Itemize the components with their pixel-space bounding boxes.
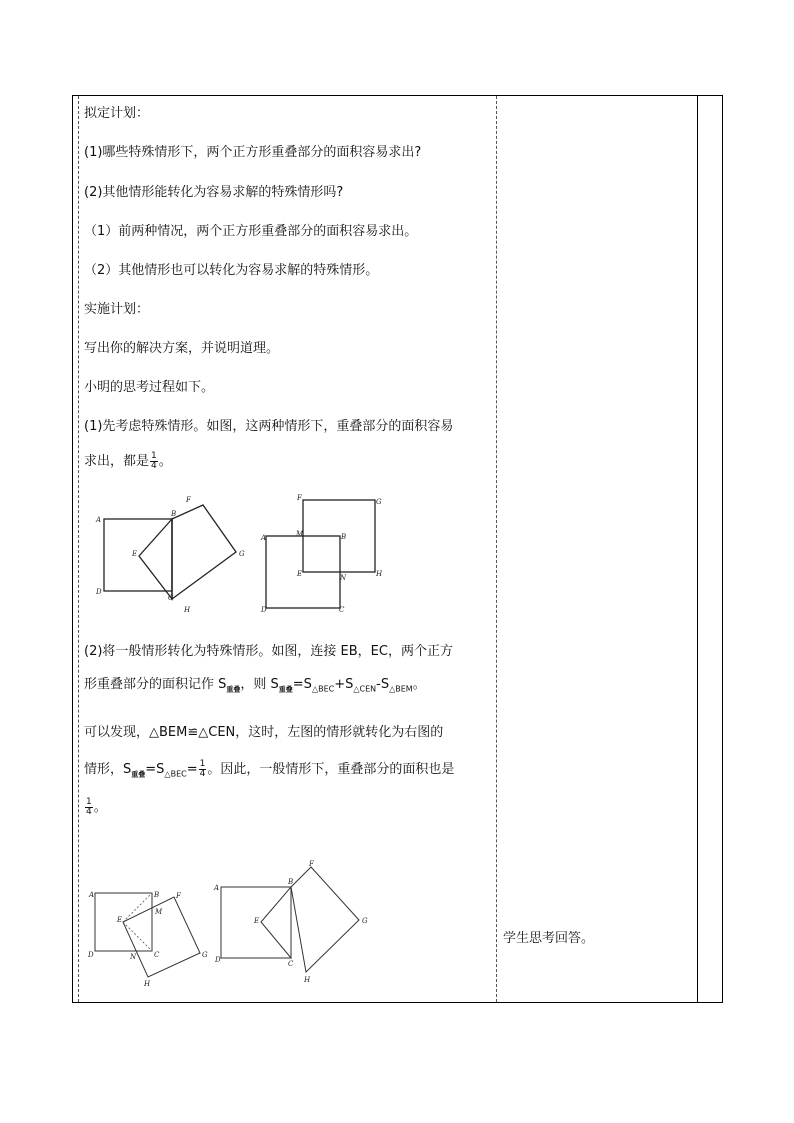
plan-heading: 拟定计划： (84, 106, 150, 121)
figure-point-label: A (89, 891, 95, 899)
fraction-quarter-3: $\frac{1}{4}$ (86, 797, 92, 817)
step2-line-2: 形重叠部分的面积记作 $S_{重叠}$，则 $S_{重叠}=S_{\triangle BEC}+S_{\triangle CEN}-S_{\triangle BEM}$。 (84, 677, 426, 694)
step2-line-1: (2)将一般情形转化为特殊情形。如图，连接 EB，EC，两个正方 (84, 644, 453, 659)
figure-point-label: B (288, 878, 294, 886)
figure-point-label: C (154, 951, 160, 959)
figure-point-label: N (340, 574, 347, 582)
figure-point-label: D (88, 951, 94, 959)
table-bottom-border (72, 1002, 723, 1003)
figure-square-rotated-45 (90, 494, 250, 616)
figure-point-label: N (130, 953, 137, 961)
question-2: (2)其他情形能转化为容易求解的特殊情形吗? (84, 185, 344, 200)
figure-point-label: E (297, 570, 303, 578)
figure-point-label: G (376, 498, 382, 506)
implement-line-2: 小明的思考过程如下。 (84, 380, 215, 395)
figure-point-label: D (261, 606, 267, 614)
table-left-border (72, 95, 73, 1003)
question-1: (1)哪些特殊情形下，两个正方形重叠部分的面积容易求出? (84, 145, 422, 160)
figure-point-label: C (288, 960, 294, 968)
figure-point-label: F (309, 860, 314, 868)
figure-point-label: C (168, 594, 174, 602)
figure-point-label: G (202, 951, 208, 959)
step3-line-3: $\frac{1}{4}$ 。 (86, 797, 107, 817)
table-right-border (722, 95, 723, 1003)
step1-line-2: 求出，都是 $\frac{1}{4}$ 。 (84, 451, 172, 471)
figure-point-label: A (96, 516, 102, 524)
student-response: 学生思考回答。 (503, 931, 595, 946)
figure-point-label: B (171, 510, 177, 518)
figure-general-rotated-square (84, 885, 214, 990)
figure-point-label: A (261, 534, 267, 542)
figure-point-label: F (176, 892, 181, 900)
figure-special-case (212, 858, 372, 988)
figure-point-label: F (186, 496, 191, 504)
figure-square-corner-at-center (255, 492, 390, 614)
answer-2: （2）其他情形也可以转化为容易求解的特殊情形。 (84, 263, 379, 278)
figure-point-label: H (184, 606, 191, 614)
table-top-border (72, 95, 723, 96)
implement-line-1: 写出你的解决方案，并说明道理。 (84, 341, 280, 356)
answer-1: （1）前两种情况，两个正方形重叠部分的面积容易求出。 (84, 224, 418, 239)
figure-point-label: B (154, 891, 160, 899)
step1-line-1: (1)先考虑特殊情形。如图，这两种情形下，重叠部分的面积容易 (84, 419, 454, 434)
figure-point-label: F (297, 494, 302, 502)
figure-point-label: H (144, 980, 151, 988)
fraction-quarter-2: $\frac{1}{4}$ (199, 759, 206, 779)
step3-line-2: 情形，$S_{重叠}=S_{\triangle BEC}=$ $\frac{1}{4}$ 。因此，一般情形下，重叠部分的面积也是 (84, 759, 455, 779)
column-divider-dashed-left (78, 96, 79, 1002)
figure-point-label: M (155, 908, 163, 916)
figure-point-label: E (117, 916, 123, 924)
figure-point-label: D (96, 588, 102, 596)
column-divider-3 (697, 95, 698, 1003)
step3-line-1: 可以发现，△BEM≌△CEN，这时，左图的情形就转化为右图的 (84, 725, 444, 740)
figure-point-label: G (362, 917, 368, 925)
figure-point-label: A (214, 884, 220, 892)
figure-point-label: H (376, 570, 383, 578)
figure-point-label: G (239, 550, 245, 558)
figure-point-label: E (132, 550, 138, 558)
fraction-quarter: $\frac{1}{4}$ (151, 451, 157, 471)
figure-point-label: H (304, 976, 311, 984)
figure-point-label: D (215, 956, 221, 964)
figure-point-label: B (341, 533, 347, 541)
figure-point-label: E (254, 917, 260, 925)
implement-heading: 实施计划： (84, 302, 150, 317)
figure-point-label: C (339, 606, 345, 614)
column-divider-dashed-mid (496, 96, 497, 1002)
figure-point-label: M (296, 530, 304, 538)
